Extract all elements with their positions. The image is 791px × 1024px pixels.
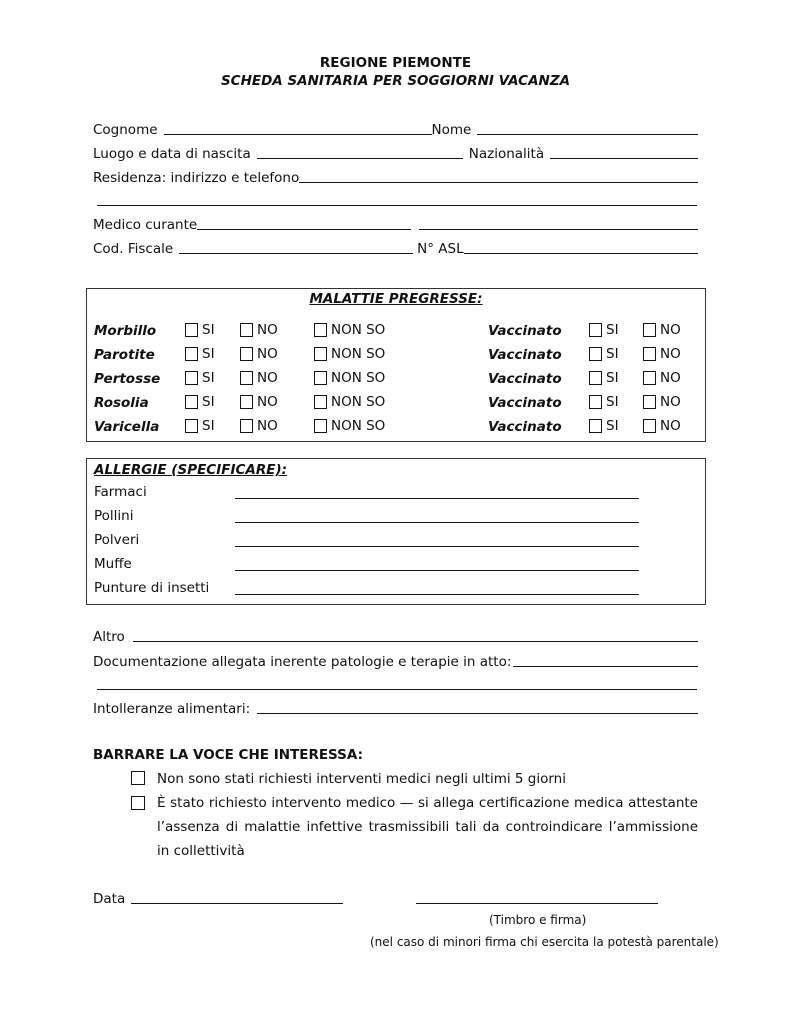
altro-field[interactable] xyxy=(133,641,698,642)
form-title: SCHEDA SANITARIA PER SOGGIORNI VACANZA xyxy=(220,73,571,89)
disease-name: Rosolia xyxy=(94,395,149,411)
altro-label: Altro xyxy=(93,629,125,645)
vaccinato-label: Vaccinato xyxy=(488,371,562,387)
data-label: Data xyxy=(93,891,126,907)
disease-option-label: NON SO xyxy=(331,346,386,362)
disease-option-label: SI xyxy=(202,418,215,434)
residenza-field-line2[interactable] xyxy=(97,205,697,206)
allergy-field[interactable] xyxy=(235,546,639,547)
intolleranze-label: Intolleranze alimentari: xyxy=(93,701,251,717)
allergy-field[interactable] xyxy=(235,594,639,595)
vaccinato-option-checkbox[interactable] xyxy=(643,370,681,386)
codfiscale-label: Cod. Fiscale xyxy=(93,241,174,257)
medico-label: Medico curante xyxy=(93,217,198,233)
row-cognome-nome xyxy=(93,120,698,138)
row-medico xyxy=(93,215,698,233)
disease-option-checkbox[interactable] xyxy=(185,418,215,434)
allergy-row xyxy=(94,484,642,502)
malattie-title: MALATTIE PREGRESSE: xyxy=(309,291,483,307)
allergy-label: Muffe xyxy=(94,556,132,572)
barrare-title: BARRARE LA VOCE CHE INTERESSA: xyxy=(93,747,363,763)
disease-option-checkbox[interactable] xyxy=(240,394,278,410)
allergy-label: Farmaci xyxy=(94,484,147,500)
option1-checkbox[interactable] xyxy=(131,771,145,789)
disease-option-checkbox[interactable] xyxy=(314,346,385,362)
disease-name: Morbillo xyxy=(94,323,157,339)
disease-row xyxy=(87,394,705,412)
allergy-field[interactable] xyxy=(235,498,639,499)
cognome-label: Cognome xyxy=(93,122,158,138)
row-residenza xyxy=(93,168,698,186)
allergy-row xyxy=(94,508,642,526)
vaccinato-option-label: SI xyxy=(606,394,619,410)
disease-option-label: NO xyxy=(257,346,278,362)
vaccinato-label: Vaccinato xyxy=(488,419,562,435)
allergy-field[interactable] xyxy=(235,522,639,523)
row-codfiscale-asl xyxy=(93,239,698,257)
disease-row xyxy=(87,370,705,388)
residenza-field[interactable] xyxy=(299,182,698,183)
malattie-pregresse-section xyxy=(86,288,706,442)
disease-option-label: NON SO xyxy=(331,322,386,338)
disease-option-label: NO xyxy=(257,370,278,386)
vaccinato-option-label: NO xyxy=(660,418,681,434)
disease-option-label: SI xyxy=(202,394,215,410)
allergy-row xyxy=(94,556,642,574)
row-luogo-nazionalita xyxy=(93,144,698,162)
disease-option-checkbox[interactable] xyxy=(314,370,385,386)
vaccinato-option-checkbox[interactable] xyxy=(589,322,619,338)
disease-option-label: NO xyxy=(257,394,278,410)
luogo-label: Luogo e data di nascita xyxy=(93,146,251,162)
disease-option-label: NON SO xyxy=(331,418,386,434)
disease-option-checkbox[interactable] xyxy=(185,394,215,410)
vaccinato-option-checkbox[interactable] xyxy=(643,322,681,338)
vaccinato-label: Vaccinato xyxy=(488,347,562,363)
vaccinato-option-checkbox[interactable] xyxy=(643,394,681,410)
allergy-label: Punture di insetti xyxy=(94,580,210,596)
row-intolleranze xyxy=(93,699,698,717)
allergy-row xyxy=(94,532,642,550)
minori-note: (nel caso di minori firma chi esercita la potestà parentale) xyxy=(370,935,719,949)
disease-option-label: NO xyxy=(257,322,278,338)
disease-option-checkbox[interactable] xyxy=(240,322,278,338)
allergy-label: Polveri xyxy=(94,532,140,548)
residenza-label: Residenza: indirizzo e telefono xyxy=(93,170,300,186)
vaccinato-option-checkbox[interactable] xyxy=(589,346,619,362)
allergy-label: Pollini xyxy=(94,508,134,524)
disease-row xyxy=(87,418,705,436)
row-documentazione xyxy=(93,652,698,670)
asl-field[interactable] xyxy=(464,253,698,254)
vaccinato-option-label: NO xyxy=(660,346,681,362)
disease-option-checkbox[interactable] xyxy=(185,322,215,338)
vaccinato-option-checkbox[interactable] xyxy=(589,394,619,410)
disease-option-checkbox[interactable] xyxy=(240,370,278,386)
disease-option-checkbox[interactable] xyxy=(240,346,278,362)
nome-label: Nome xyxy=(431,122,472,138)
asl-label: N° ASL xyxy=(417,241,464,257)
vaccinato-option-checkbox[interactable] xyxy=(643,346,681,362)
region-title: REGIONE PIEMONTE xyxy=(319,55,472,71)
disease-option-label: SI xyxy=(202,370,215,386)
vaccinato-label: Vaccinato xyxy=(488,323,562,339)
disease-option-checkbox[interactable] xyxy=(240,418,278,434)
disease-option-checkbox[interactable] xyxy=(314,394,385,410)
allergie-section xyxy=(86,458,706,605)
disease-name: Parotite xyxy=(94,347,155,363)
option2-text: È stato richiesto intervento medico — si allega certificazione medica attestante l’assenza di malattie infettive trasmissibili tali da controindicare l’ammissione in collettività xyxy=(157,795,698,859)
signature-field[interactable] xyxy=(416,903,658,904)
vaccinato-option-checkbox[interactable] xyxy=(589,370,619,386)
disease-option-label: SI xyxy=(202,322,215,338)
vaccinato-option-checkbox[interactable] xyxy=(643,418,681,434)
documentazione-field[interactable] xyxy=(513,666,698,667)
vaccinato-option-label: SI xyxy=(606,418,619,434)
option1-text: Non sono stati richiesti interventi medici negli ultimi 5 giorni xyxy=(157,771,566,787)
vaccinato-option-label: NO xyxy=(660,370,681,386)
vaccinato-option-checkbox[interactable] xyxy=(589,418,619,434)
intolleranze-field[interactable] xyxy=(257,713,698,714)
row-altro xyxy=(93,627,698,645)
documentazione-field-line2[interactable] xyxy=(97,689,697,690)
medico-field-extra[interactable] xyxy=(419,229,698,230)
codfiscale-field[interactable] xyxy=(179,253,413,254)
disease-option-label: NON SO xyxy=(331,370,386,386)
vaccinato-option-label: NO xyxy=(660,322,681,338)
vaccinato-option-label: SI xyxy=(606,322,619,338)
disease-option-checkbox[interactable] xyxy=(314,322,385,338)
disease-name: Pertosse xyxy=(94,371,161,387)
nazionalita-field[interactable] xyxy=(550,158,698,159)
disease-option-checkbox[interactable] xyxy=(314,418,385,434)
nome-field[interactable] xyxy=(477,134,698,135)
vaccinato-label: Vaccinato xyxy=(488,395,562,411)
allergie-title: ALLERGIE (SPECIFICARE): xyxy=(94,462,288,478)
disease-option-label: NON SO xyxy=(331,394,386,410)
data-field[interactable] xyxy=(131,903,343,904)
vaccinato-option-label: NO xyxy=(660,394,681,410)
allergy-field[interactable] xyxy=(235,570,639,571)
timbro-note: (Timbro e firma) xyxy=(489,913,587,927)
luogo-field[interactable] xyxy=(257,158,463,159)
vaccinato-option-label: SI xyxy=(606,346,619,362)
row-data xyxy=(93,889,343,907)
disease-option-label: SI xyxy=(202,346,215,362)
disease-row xyxy=(87,322,705,340)
disease-row xyxy=(87,346,705,364)
nazionalita-label: Nazionalità xyxy=(468,146,545,162)
disease-option-checkbox[interactable] xyxy=(185,346,215,362)
disease-option-label: NO xyxy=(257,418,278,434)
disease-option-checkbox[interactable] xyxy=(185,370,215,386)
allergy-row xyxy=(94,580,642,598)
disease-name: Varicella xyxy=(94,419,160,435)
vaccinato-option-label: SI xyxy=(606,370,619,386)
documentazione-label: Documentazione allegata inerente patologie e terapie in atto: xyxy=(93,654,512,670)
medico-field[interactable] xyxy=(197,229,411,230)
option2-checkbox[interactable] xyxy=(131,796,145,814)
cognome-field[interactable] xyxy=(164,134,432,135)
